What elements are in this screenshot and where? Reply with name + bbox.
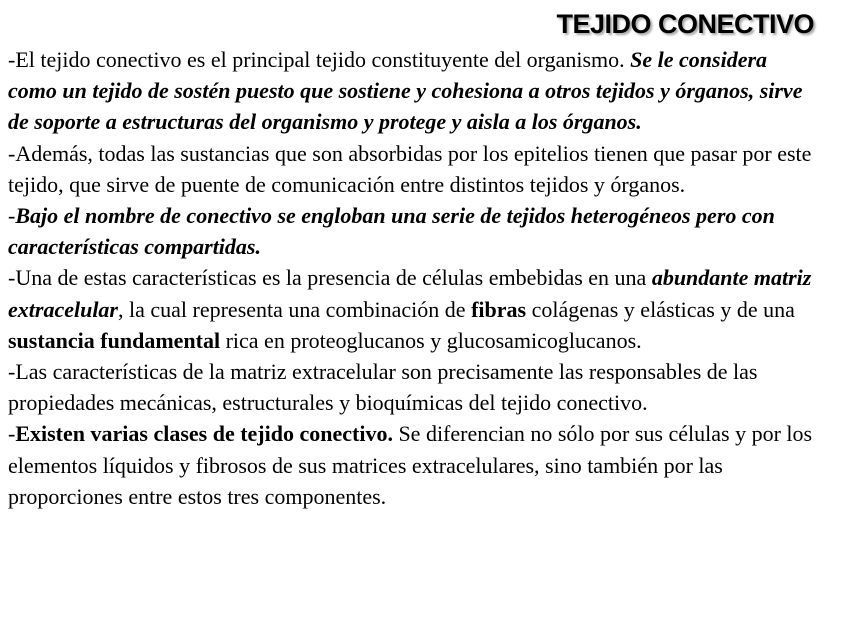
paragraph-text: - <box>8 203 16 229</box>
bold-term: sustancia fundamental <box>8 327 221 353</box>
paragraph-heterogeneous <box>8 200 816 262</box>
paragraph-classes <box>8 418 816 512</box>
bold-term: fibras <box>471 296 527 322</box>
paragraph-text: , la cual representa una combinación de <box>118 296 472 322</box>
slide-title: TEJIDO CONECTIVO <box>556 9 814 39</box>
paragraph-text: -Las características de la matriz extracelular son precisamente las responsables de las propiedades mecánicas, estructurales y bioquímicas del tejido conectivo. <box>8 359 758 416</box>
emphasis-text: Se le considera como un tejido de sostén puesto que sostiene y cohesiona a otros tejidos y órganos, sirve de soporte a estructuras del organismo y protege y aisla a los órganos. <box>8 47 803 135</box>
paragraph-text: colágenas y elásticas y de una <box>526 296 795 322</box>
bold-term: Existen varias clases de tejido conectivo. <box>15 421 393 447</box>
paragraph-text: -Una de estas características es la presencia de células embebidas en una <box>8 265 652 291</box>
emphasis-text: Bajo el nombre de conectivo se engloban una serie de tejidos heterogéneos pero con características compartidas. <box>8 203 775 260</box>
paragraph-text: -El tejido conectivo es el principal tejido constituyente del organismo. <box>8 47 631 72</box>
paragraph-matrix <box>8 262 816 356</box>
paragraph-definition <box>8 44 816 138</box>
paragraph-text: Se diferencian no sólo por sus células y por los elementos líquidos y fibrosos de sus matrices extracelulares, sino también por las proporciones entre estos tres componentes. <box>8 421 813 509</box>
paragraph-absorption <box>8 138 816 200</box>
emphasis-text: abundante matriz extracelular <box>8 265 812 322</box>
slide-body <box>8 44 816 512</box>
paragraph-text: -Además, todas las sustancias que son absorbidas por los epitelios tienen que pasar por este tejido, que sirve de puente de comunicación entre distintos tejidos y órganos. <box>8 140 812 197</box>
paragraph-text: rica en proteoglucanos y glucosamicoglucanos. <box>220 327 642 353</box>
paragraph-text: - <box>8 421 16 447</box>
paragraph-properties <box>8 356 816 418</box>
